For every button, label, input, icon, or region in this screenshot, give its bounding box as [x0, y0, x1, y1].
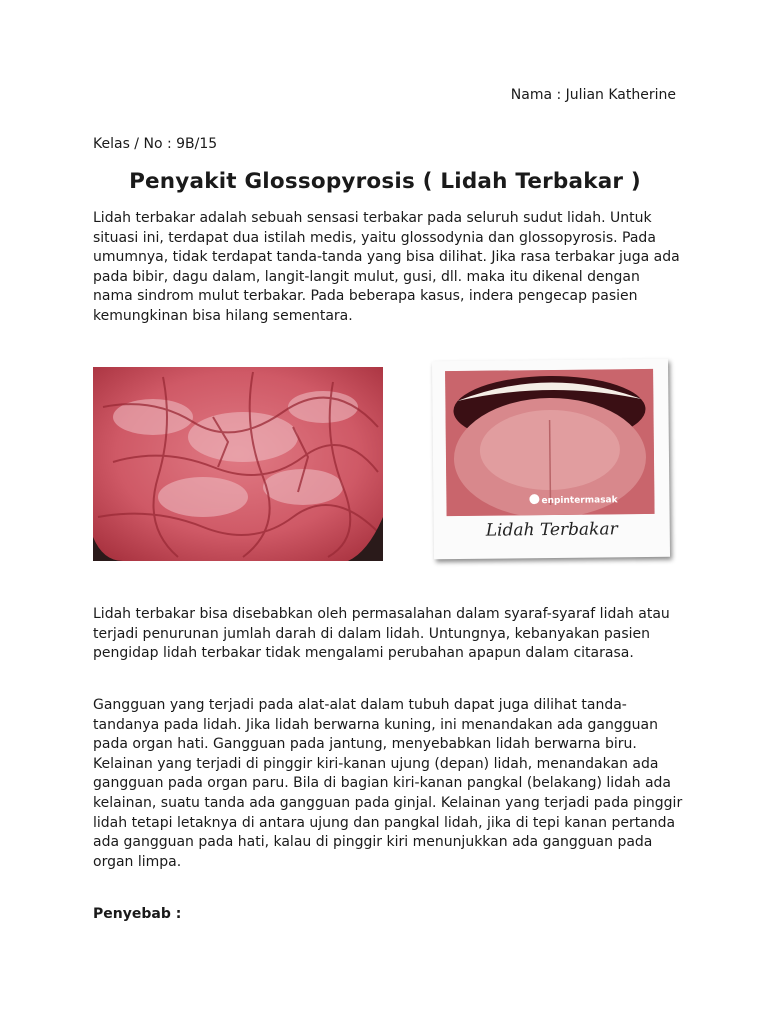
section-heading-causes: Penyebab :	[93, 906, 182, 922]
watermark-logo	[529, 493, 618, 506]
tongue-closeup-photo	[93, 367, 383, 561]
document-title: Penyakit Glossopyrosis ( Lidah Terbakar )	[129, 169, 641, 194]
tongue-mouth-photo	[432, 359, 670, 559]
student-class: Kelas / No : 9B/15	[93, 136, 218, 152]
watermark-text: enpintermasak	[541, 495, 618, 507]
paragraph-organs: Gangguan yang terjadi pada alat-alat dalam tubuh dapat juga dilihat tanda-tandanya pada lidah. Jika lidah berwarna kuning, ini menandakan ada gangguan pada organ hati. Gangguan pada jantung, menyebabkan lidah berwarna biru. Kelainan yang terjadi di pinggir kiri-kanan ujung (depan) lidah, menandakan ada gangguan pada organ paru. Bila di bagian kiri-kanan pangkal (belakang) lidah ada kelainan, suatu tanda ada gangguan pada ginjal. Kelainan yang terjadi pada pinggir lidah tetapi letaknya di antara ujung dan pangkal lidah, jika di tepi kanan pertanda ada gangguan pada hati, kalau di pinggir kiri menunjukkan ada gangguan pada organ limpa.	[93, 697, 683, 870]
image-caption: Lidah Terbakar	[485, 519, 618, 541]
student-name: Nama : Julian Katherine	[510, 87, 676, 103]
paragraph-intro: Lidah terbakar adalah sebuah sensasi terbakar pada seluruh sudut lidah. Untuk situasi ini, terdapat dua istilah medis, yaitu glossodynia dan glossopyrosis. Pada umumnya, tidak terdapat tanda-tanda yang bisa dilihat. Jika rasa terbakar juga ada pada bibir, dagu dalam, langit-langit mulut, gusi, dll. maka itu dikenal dengan nama sindrom mulut terbakar. Pada beberapa kasus, indera pengecap pasien kemungkinan bisa hilang sementara.	[93, 210, 680, 324]
mouth-image	[445, 369, 655, 516]
paragraph-cause: Lidah terbakar bisa disebabkan oleh permasalahan dalam syaraf-syaraf lidah atau terjadi penurunan jumlah darah di dalam lidah. Untungnya, kebanyakan pasien pengidap lidah terbakar tidak mengalami perubahan apapun dalam citarasa.	[93, 606, 670, 662]
